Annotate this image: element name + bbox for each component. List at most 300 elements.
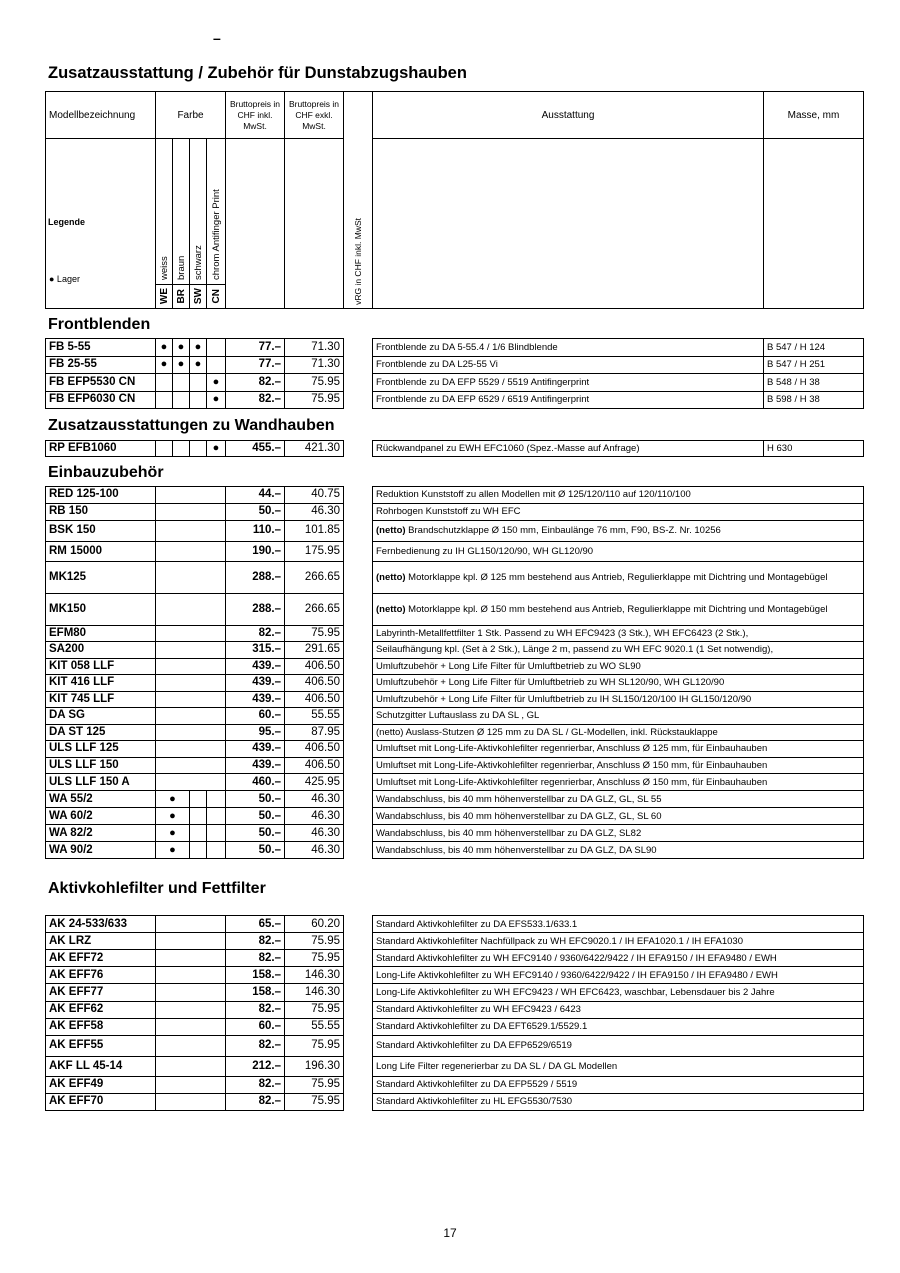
vrg-cell [344,1001,373,1018]
description-text: Brandschutzklappe Ø 150 mm, Einbaulänge 76 mm, F90, BS-Z. Nr. 10256 [405,525,721,536]
table-row [46,808,864,825]
gross-price: 439.– [226,691,285,708]
gross-price: 50.– [226,808,285,825]
table-row [46,642,864,659]
header-net-price: Bruttopreis in CHF exkl. MwSt. [285,92,344,139]
color-span-cell [156,916,226,933]
model-code: FB 5-55 [46,339,156,357]
description-text: Schutzgitter Luftauslass zu DA SL , GL [376,710,540,722]
color-dot-br: ● [173,339,190,357]
frontblenden-table [45,338,864,409]
description [373,757,864,774]
color-dot-cn [207,842,226,859]
net-price: 421.30 [285,441,344,457]
color-span-cell [156,950,226,967]
net-price: 101.85 [285,520,344,541]
description-text: Seilaufhängung kpl. (Set à 2 Stk.), Länge 2 m, passend zu WH EFC 9020.1 (1 Set notwendig), [376,644,774,656]
net-price: 406.50 [285,675,344,692]
gross-price: 82.– [226,1093,285,1110]
description: Standard Aktivkohlefilter zu WH EFC9140 / 9360/6422/9422 / IH EFA9150 / IH EFA9480 / EWH [373,950,864,967]
description [373,561,864,593]
color-name-br: braun [175,255,187,280]
model-code: ULS LLF 125 [46,741,156,758]
model-code: AK EFF76 [46,967,156,984]
table-row [46,1056,864,1076]
color-dot-we: ● [156,842,190,859]
gross-price: 460.– [226,774,285,791]
net-price: 75.95 [285,950,344,967]
netto-label: (netto) [376,603,406,615]
gross-price: 50.– [226,791,285,808]
net-price: 266.65 [285,593,344,625]
net-price: 146.30 [285,984,344,1002]
legend-stock: ● Lager [49,274,80,284]
description: Wandabschluss, bis 40 mm höhenverstellbar zu DA GLZ, SL82 [373,825,864,842]
model-code: BSK 150 [46,520,156,541]
table-row [46,774,864,791]
color-dot-sw [190,441,207,457]
vrg-cell [344,1035,373,1056]
description-text: Fernbedienung zu IH GL150/120/90, WH GL120/90 [376,545,594,557]
color-span-cell [156,1018,226,1035]
gross-price: 60.– [226,708,285,725]
model-code: AK EFF77 [46,984,156,1002]
color-dot-we: ● [156,356,173,374]
table-row [46,984,864,1002]
color-span-cell [156,503,226,520]
color-span-cell [156,984,226,1002]
description [373,774,864,791]
mass: H 630 [764,441,864,457]
vrg-cell [344,441,373,457]
model-code: MK150 [46,593,156,625]
einbau-table [45,486,864,859]
gross-price: 77.– [226,356,285,374]
net-price: 71.30 [285,339,344,357]
vrg-cell [344,984,373,1002]
vrg-cell [344,541,373,561]
description [373,642,864,659]
color-dot-sw: ● [190,339,207,357]
color-span-cell [156,593,226,625]
section-einbau: Einbauzubehör [48,464,164,481]
color-name-cn: chrom Antifinger Print [210,189,222,280]
gross-price: 82.– [226,625,285,642]
color-span-cell [156,724,226,741]
net-price: 60.20 [285,916,344,933]
vrg-cell [344,658,373,675]
color-dot-br [173,441,190,457]
page-number: 17 [443,1226,457,1240]
color-dot-br: ● [173,356,190,374]
filter-table [45,915,864,1111]
table-row [46,625,864,642]
vrg-cell [344,825,373,842]
gross-price: 82.– [226,374,285,392]
description-text: Umluftset mit Long-Life-Aktivkohlefilter regenrierbar, Anschluss Ø 150 mm, für Einbauhauben [376,759,768,771]
description: Standard Aktivkohlefilter Nachfüllpack zu WH EFC9020.1 / IH EFA1020.1 / IH EFA1030 [373,933,864,950]
table-row [46,967,864,984]
description: Frontblende zu DA L25-55 Vi [373,356,764,374]
color-code-br: BR [175,289,187,304]
net-price: 406.50 [285,757,344,774]
gross-price: 95.– [226,724,285,741]
vrg-cell [344,774,373,791]
vrg-cell [344,625,373,642]
description: Frontblende zu DA EFP 5529 / 5519 Antifingerprint [373,374,764,392]
color-dot-br [173,391,190,409]
mass: B 547 / H 251 [764,356,864,374]
legend-cell [46,139,156,309]
table-row [46,950,864,967]
description: Frontblende zu DA 5-55.4 / 1/6 Blindblende [373,339,764,357]
gross-price: 439.– [226,757,285,774]
model-code: AK EFF72 [46,950,156,967]
description: Standard Aktivkohlefilter zu DA EFS533.1/633.1 [373,916,864,933]
table-row [46,593,864,625]
color-span-cell [156,675,226,692]
model-code: AK EFF55 [46,1035,156,1056]
mass: B 598 / H 38 [764,391,864,409]
vrg-cell [344,808,373,825]
color-span-cell [156,708,226,725]
net-price: 40.75 [285,487,344,504]
section-filter: Aktivkohlefilter und Fettfilter [48,880,266,897]
color-span-cell [156,561,226,593]
header-mass: Masse, mm [764,92,864,139]
vrg-cell [344,757,373,774]
gross-price: 315.– [226,642,285,659]
description: Standard Aktivkohlefilter zu WH EFC9423 / 6423 [373,1001,864,1018]
color-span-cell [156,625,226,642]
description-text: Umluftset mit Long-Life-Aktivkohlefilter regenrierbar, Anschluss Ø 150 mm, für Einbauhauben [376,776,768,788]
table-row [46,1093,864,1110]
net-price: 75.95 [285,391,344,409]
description [373,658,864,675]
gross-price: 439.– [226,741,285,758]
vrg-cell [344,391,373,409]
header-empty-equipment [373,139,764,309]
table-row [46,691,864,708]
gross-price: 82.– [226,950,285,967]
color-span-cell [156,658,226,675]
model-code: AK EFF70 [46,1093,156,1110]
table-row [46,541,864,561]
color-span-cell [156,1001,226,1018]
color-span-cell [156,774,226,791]
gross-price: 82.– [226,933,285,950]
table-row [46,658,864,675]
description [373,503,864,520]
description-text: Reduktion Kunststoff zu allen Modellen mit Ø 125/120/110 auf 120/110/100 [376,489,691,501]
color-dot-we [156,374,173,392]
model-code: SA200 [46,642,156,659]
netto-label: (netto) [376,571,406,583]
color-dot-we [156,441,173,457]
header-empty-net [285,139,344,309]
color-span-cell [156,967,226,984]
color-dot-sw [190,791,207,808]
gross-price: 50.– [226,825,285,842]
color-span-cell [156,933,226,950]
model-code: ULS LLF 150 [46,757,156,774]
color-dot-sw [190,391,207,409]
model-code: KIT 745 LLF [46,691,156,708]
model-code: KIT 058 LLF [46,658,156,675]
header-model: Modellbezeichnung [46,92,156,139]
vrg-cell [344,916,373,933]
description-text: Umluftset mit Long-Life-Aktivkohlefilter regenrierbar, Anschluss Ø 125 mm, für Einbauhauben [376,743,768,755]
net-price: 46.30 [285,791,344,808]
gross-price: 77.– [226,339,285,357]
vrg-cell [344,950,373,967]
description: Standard Aktivkohlefilter zu DA EFP5529 / 5519 [373,1076,864,1093]
color-dot-cn [207,791,226,808]
table-row [46,503,864,520]
color-dot-cn: ● [207,374,226,392]
wandhauben-table [45,440,864,457]
net-price: 406.50 [285,658,344,675]
net-price: 75.95 [285,1076,344,1093]
color-dot-we: ● [156,808,190,825]
description-text: Umluftzubehör + Long Life Filter für Umluftbetrieb zu WO SL90 [376,660,641,672]
color-code-sw: SW [192,288,204,305]
vrg-cell [344,1056,373,1076]
model-code: KIT 416 LLF [46,675,156,692]
gross-price: 60.– [226,1018,285,1035]
vrg-cell [344,642,373,659]
net-price: 75.95 [285,933,344,950]
gross-price: 212.– [226,1056,285,1076]
page-title: Zusatzausstattung / Zubehör für Dunstabzugshauben [48,64,467,82]
model-code: RB 150 [46,503,156,520]
top-dash: – [213,30,221,46]
gross-price: 190.– [226,541,285,561]
description [373,520,864,541]
model-code: AK EFF49 [46,1076,156,1093]
description: Long Life Filter regenerierbar zu DA SL / DA GL Modellen [373,1056,864,1076]
description: Standard Aktivkohlefilter zu HL EFG5530/7530 [373,1093,864,1110]
net-price: 75.95 [285,1001,344,1018]
color-dot-br [173,374,190,392]
table-row [46,356,864,374]
description-text: (netto) Auslass-Stutzen Ø 125 mm zu DA SL / GL-Modellen, inkl. Rückstauklappe [376,726,718,738]
color-span-cell [156,1035,226,1056]
color-col-cn [207,139,226,309]
table-row [46,441,864,457]
description: Standard Aktivkohlefilter zu DA EFT6529.1/5529.1 [373,1018,864,1035]
description: Long-Life Aktivkohlefilter zu WH EFC9140 / 9360/6422/9422 / IH EFA9150 / IH EFA9480 / EWH [373,967,864,984]
model-code: WA 82/2 [46,825,156,842]
table-row [46,757,864,774]
description-text: Rohrbogen Kunststoff zu WH EFC [376,506,521,517]
description-text: Umluftzubehör + Long Life Filter für Umluftbetrieb zu IH SL150/120/100 IH GL150/120/90 [376,693,752,705]
gross-price: 82.– [226,1035,285,1056]
net-price: 291.65 [285,642,344,659]
color-span-cell [156,757,226,774]
color-span-cell [156,1056,226,1076]
table-row [46,1018,864,1035]
gross-price: 158.– [226,967,285,984]
net-price: 406.50 [285,691,344,708]
model-code: WA 90/2 [46,842,156,859]
table-row [46,561,864,593]
vrg-cell [344,487,373,504]
color-span-cell [156,487,226,504]
net-price: 75.95 [285,1093,344,1110]
model-code: AKF LL 45-14 [46,1056,156,1076]
vrg-cell [344,593,373,625]
table-row [46,825,864,842]
net-price: 425.95 [285,774,344,791]
vrg-cell [344,1093,373,1110]
color-span-cell [156,541,226,561]
net-price: 46.30 [285,808,344,825]
model-code: WA 55/2 [46,791,156,808]
vrg-cell [344,842,373,859]
header-vrg-label: vRG in CHF inkl. MwSt [353,218,363,305]
netto-label: (netto) [376,525,406,536]
table-row [46,1076,864,1093]
header-equipment: Ausstattung [373,92,764,139]
table-row [46,916,864,933]
mass: B 548 / H 38 [764,374,864,392]
gross-price: 455.– [226,441,285,457]
table-row [46,708,864,725]
table-row [46,339,864,357]
vrg-cell [344,520,373,541]
description [373,708,864,725]
gross-price: 82.– [226,391,285,409]
net-price: 46.30 [285,825,344,842]
header-table [45,91,864,309]
gross-price: 50.– [226,842,285,859]
model-code: AK EFF62 [46,1001,156,1018]
description-text: Labyrinth-Metallfettfilter 1 Stk. Passend zu WH EFC9423 (3 Stk.), WH EFC6423 (2 Stk.), [376,627,749,639]
description: Wandabschluss, bis 40 mm höhenverstellbar zu DA GLZ, DA SL90 [373,842,864,859]
color-col-we [156,139,173,309]
color-name-we: weiss [158,256,170,280]
model-code: RED 125-100 [46,487,156,504]
vrg-cell [344,374,373,392]
net-price: 46.30 [285,842,344,859]
table-row [46,933,864,950]
color-dot-sw [190,808,207,825]
net-price: 87.95 [285,724,344,741]
color-dot-we: ● [156,825,190,842]
vrg-cell [344,724,373,741]
table-row [46,1001,864,1018]
table-row [46,842,864,859]
header-gross-price: Bruttopreis in CHF inkl. MwSt. [226,92,285,139]
net-price: 55.55 [285,1018,344,1035]
gross-price: 50.– [226,503,285,520]
net-price: 175.95 [285,541,344,561]
description [373,675,864,692]
vrg-cell [344,503,373,520]
color-col-br [173,139,190,309]
description: Rückwandpanel zu EWH EFC1060 (Spez.-Masse auf Anfrage) [373,441,764,457]
color-dot-sw [190,842,207,859]
model-code: AK 24-533/633 [46,916,156,933]
color-dot-sw [190,825,207,842]
net-price: 406.50 [285,741,344,758]
model-code: WA 60/2 [46,808,156,825]
color-dot-cn [207,808,226,825]
color-dot-cn [207,339,226,357]
header-empty-mass [764,139,864,309]
table-row [46,791,864,808]
color-dot-sw [190,374,207,392]
header-vrg [344,92,373,309]
net-price: 75.95 [285,374,344,392]
header-empty-gross [226,139,285,309]
table-row [46,374,864,392]
gross-price: 82.– [226,1001,285,1018]
color-span-cell [156,1093,226,1110]
gross-price: 158.– [226,984,285,1002]
net-price: 75.95 [285,1035,344,1056]
color-dot-cn: ● [207,441,226,457]
table-row [46,487,864,504]
table-row [46,741,864,758]
vrg-cell [344,708,373,725]
net-price: 71.30 [285,356,344,374]
color-span-cell [156,520,226,541]
model-code: FB EFP5530 CN [46,374,156,392]
color-dot-we: ● [156,339,173,357]
vrg-cell [344,1018,373,1035]
description: Long-Life Aktivkohlefilter zu WH EFC9423 / WH EFC6423, waschbar, Lebensdauer bis 2 Jahre [373,984,864,1002]
gross-price: 110.– [226,520,285,541]
gross-price: 439.– [226,658,285,675]
table-row [46,675,864,692]
color-dot-sw: ● [190,356,207,374]
color-dot-cn [207,356,226,374]
net-price: 55.55 [285,708,344,725]
gross-price: 44.– [226,487,285,504]
net-price: 196.30 [285,1056,344,1076]
description [373,625,864,642]
color-code-we: WE [158,288,170,305]
legend-title: Legende [48,217,86,227]
model-code: RP EFB1060 [46,441,156,457]
model-code: EFM80 [46,625,156,642]
vrg-cell [344,339,373,357]
net-price: 266.65 [285,561,344,593]
net-price: 46.30 [285,503,344,520]
vrg-cell [344,741,373,758]
mass: B 547 / H 124 [764,339,864,357]
model-code: AK EFF58 [46,1018,156,1035]
vrg-cell [344,561,373,593]
color-dot-we [156,391,173,409]
description: Wandabschluss, bis 40 mm höhenverstellbar zu DA GLZ, GL, SL 55 [373,791,864,808]
gross-price: 65.– [226,916,285,933]
description [373,593,864,625]
model-code: ULS LLF 150 A [46,774,156,791]
vrg-cell [344,691,373,708]
description: Wandabschluss, bis 40 mm höhenverstellbar zu DA GLZ, GL, SL 60 [373,808,864,825]
color-span-cell [156,691,226,708]
description-text: Motorklappe kpl. Ø 125 mm bestehend aus Antrieb, Regulierklappe mit Dichtring und Montagebügel [405,571,828,583]
model-code: FB EFP6030 CN [46,391,156,409]
model-code: MK125 [46,561,156,593]
model-code: DA ST 125 [46,724,156,741]
section-wandhauben: Zusatzausstattungen zu Wandhauben [48,417,335,434]
description [373,691,864,708]
description [373,741,864,758]
